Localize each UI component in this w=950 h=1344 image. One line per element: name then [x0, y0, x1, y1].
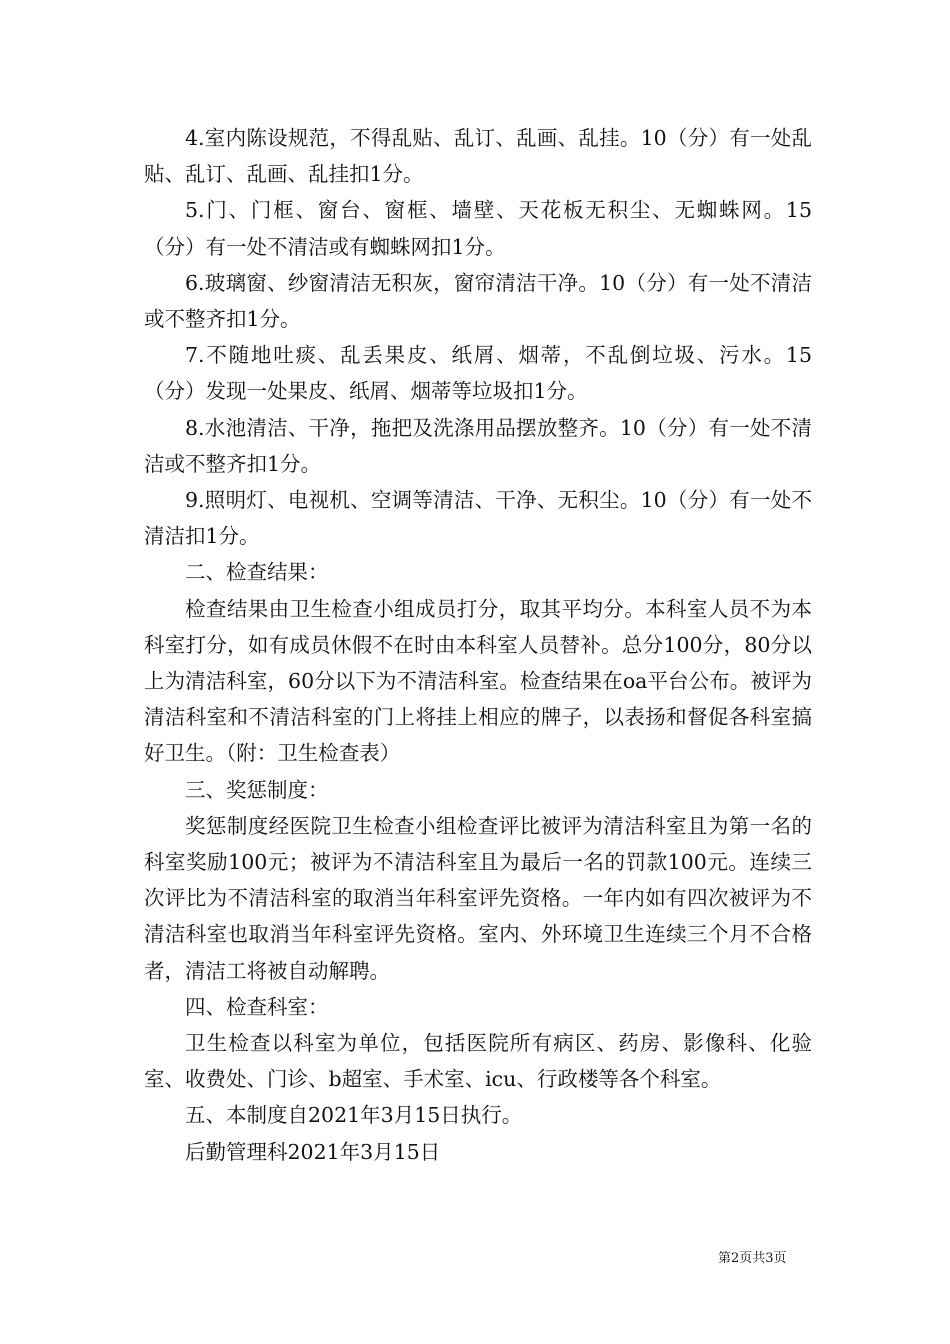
signature-line: 后勤管理科2021年3月15日 [185, 1139, 441, 1164]
rule-item-9: 9.照明灯、电视机、空调等清洁、干净、无积尘。10（分）有一处不清洁扣1分。 [144, 488, 812, 549]
rule-item-5: 5.门、门框、窗台、窗框、墙壁、天花板无积尘、无蜘蛛网。15（分）有一处不清洁或有蜘蛛网扣1分。 [144, 198, 812, 259]
section-heading-results: 二、检查结果： [185, 560, 329, 585]
effective-date-line: 五、本制度自2021年3月15日执行。 [185, 1103, 523, 1128]
rule-item-7: 7.不随地吐痰、乱丢果皮、纸屑、烟蒂，不乱倒垃圾、污水。15（分）发现一处果皮、纸屑、烟蒂等垃圾扣1分。 [144, 343, 812, 404]
departments-paragraph: 卫生检查以科室为单位，包括医院所有病区、药房、影像科、化验室、收费处、门诊、b超室、手术室、icu、行政楼等各个科室。 [144, 1031, 812, 1092]
section-heading-rewards: 三、奖惩制度： [185, 777, 329, 802]
document-body [144, 120, 812, 1170]
rewards-paragraph: 奖惩制度经医院卫生检查小组检查评比被评为清洁科室且为第一名的科室奖励100元；被评为不清洁科室且为最后一名的罚款100元。连续三次评比为不清洁科室的取消当年科室评先资格。一年内如有四次被评为不清洁科室也取消当年科室评先资格。室内、外环境卫生连续三个月不合格者，清洁工将被自动解聘。 [144, 813, 812, 983]
page-number: 第2页共3页 [718, 1251, 787, 1266]
rule-item-8: 8.水池清洁、干净，拖把及洗涤用品摆放整齐。10（分）有一处不清洁或不整齐扣1分。 [144, 415, 812, 476]
rule-item-6: 6.玻璃窗、纱窗清洁无积灰，窗帘清洁干净。10（分）有一处不清洁或不整齐扣1分。 [144, 270, 812, 332]
rule-item-4: 4.室内陈设规范，不得乱贴、乱订、乱画、乱挂。10（分）有一处乱贴、乱订、乱画、乱挂扣1分。 [144, 126, 812, 187]
section-heading-departments: 四、检查科室： [185, 994, 329, 1019]
results-paragraph: 检查结果由卫生检查小组成员打分，取其平均分。本科室人员不为本科室打分，如有成员休假不在时由本科室人员替补。总分100分，80分以上为清洁科室，60分以下为不清洁科室。检查结果在oa平台公布。被评为清洁科室和不清洁科室的门上将挂上相应的牌子，以表扬和督促各科室搞好卫生。（附：卫生检查表） [144, 596, 812, 766]
